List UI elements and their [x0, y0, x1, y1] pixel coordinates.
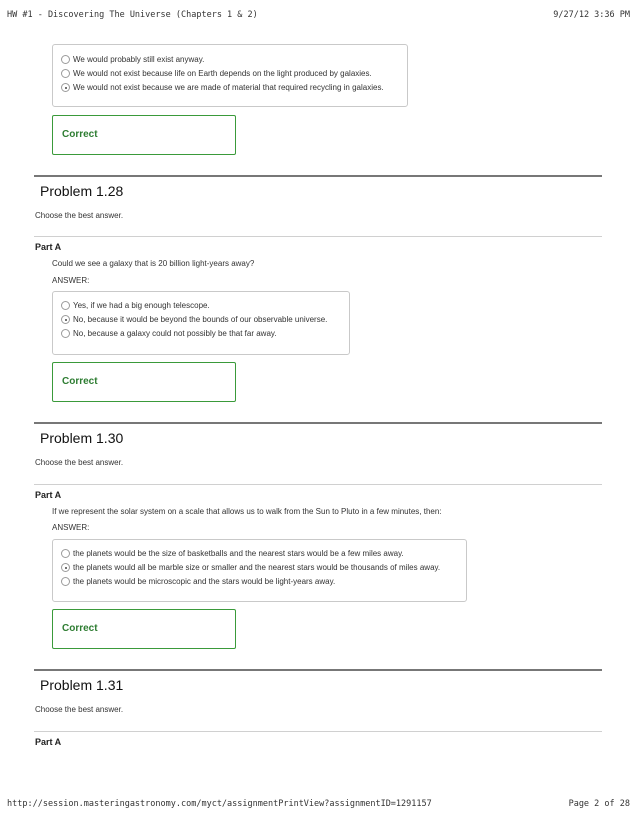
answer-option-label: No, because it would be beyond the bounds of our observable universe.	[73, 315, 328, 324]
part-label: Part A	[35, 490, 62, 500]
answer-box	[52, 539, 467, 602]
answer-box-prev	[52, 44, 408, 107]
radio-button-icon[interactable]	[61, 577, 70, 586]
source-url: http://session.masteringastronomy.com/myct/assignmentPrintView?assignmentID=1291157	[7, 799, 432, 809]
problem-instruction: Choose the best answer.	[35, 211, 124, 220]
problem-divider	[34, 175, 602, 177]
radio-button-selected-icon[interactable]	[61, 83, 70, 92]
radio-button-icon[interactable]	[61, 301, 70, 310]
answer-option-label: the planets would all be marble size or smaller and the nearest stars would be thousands of miles away.	[73, 563, 441, 572]
answer-option-label: We would probably still exist anyway.	[73, 55, 205, 64]
problem-title: Problem 1.31	[40, 677, 124, 693]
radio-button-icon[interactable]	[61, 69, 70, 78]
answer-label: ANSWER:	[52, 523, 90, 532]
radio-button-icon[interactable]	[61, 549, 70, 558]
question-text: If we represent the solar system on a scale that allows us to walk from the Sun to Pluto in a few minutes, then:	[52, 507, 442, 516]
answer-option-label: We would not exist because we are made of material that required recycling in galaxies.	[73, 83, 384, 92]
answer-option-label: the planets would be microscopic and the stars would be light-years away.	[73, 577, 336, 586]
page-header	[7, 10, 630, 24]
section-divider	[34, 731, 602, 732]
section-divider	[34, 484, 602, 485]
section-divider	[34, 236, 602, 237]
radio-button-selected-icon[interactable]	[61, 315, 70, 324]
page-footer	[7, 799, 630, 813]
part-label: Part A	[35, 242, 62, 252]
correct-feedback	[52, 609, 236, 649]
problem-divider	[34, 422, 602, 424]
problem-instruction: Choose the best answer.	[35, 458, 124, 467]
answer-option-label: Yes, if we had a big enough telescope.	[73, 301, 210, 310]
problem-title: Problem 1.28	[40, 183, 124, 199]
correct-label: Correct	[62, 376, 98, 387]
answer-option-label: the planets would be the size of basketballs and the nearest stars would be a few miles away.	[73, 549, 404, 558]
question-text: Could we see a galaxy that is 20 billion light-years away?	[52, 259, 255, 268]
problem-instruction: Choose the best answer.	[35, 705, 124, 714]
radio-button-icon[interactable]	[61, 329, 70, 338]
page-number: Page 2 of 28	[568, 799, 630, 809]
answer-box	[52, 291, 350, 355]
document-title: HW #1 - Discovering The Universe (Chapters 1 & 2)	[7, 10, 258, 20]
correct-feedback	[52, 362, 236, 402]
print-datetime: 9/27/12 3:36 PM	[553, 10, 630, 20]
answer-option-label: We would not exist because life on Earth depends on the light produced by galaxies.	[73, 69, 372, 78]
correct-feedback	[52, 115, 236, 155]
correct-label: Correct	[62, 623, 98, 634]
part-label: Part A	[35, 737, 62, 747]
correct-label: Correct	[62, 129, 98, 140]
answer-label: ANSWER:	[52, 276, 90, 285]
radio-button-selected-icon[interactable]	[61, 563, 70, 572]
answer-option-label: No, because a galaxy could not possibly be that far away.	[73, 329, 277, 338]
radio-button-icon[interactable]	[61, 55, 70, 64]
problem-divider	[34, 669, 602, 671]
problem-title: Problem 1.30	[40, 430, 124, 446]
